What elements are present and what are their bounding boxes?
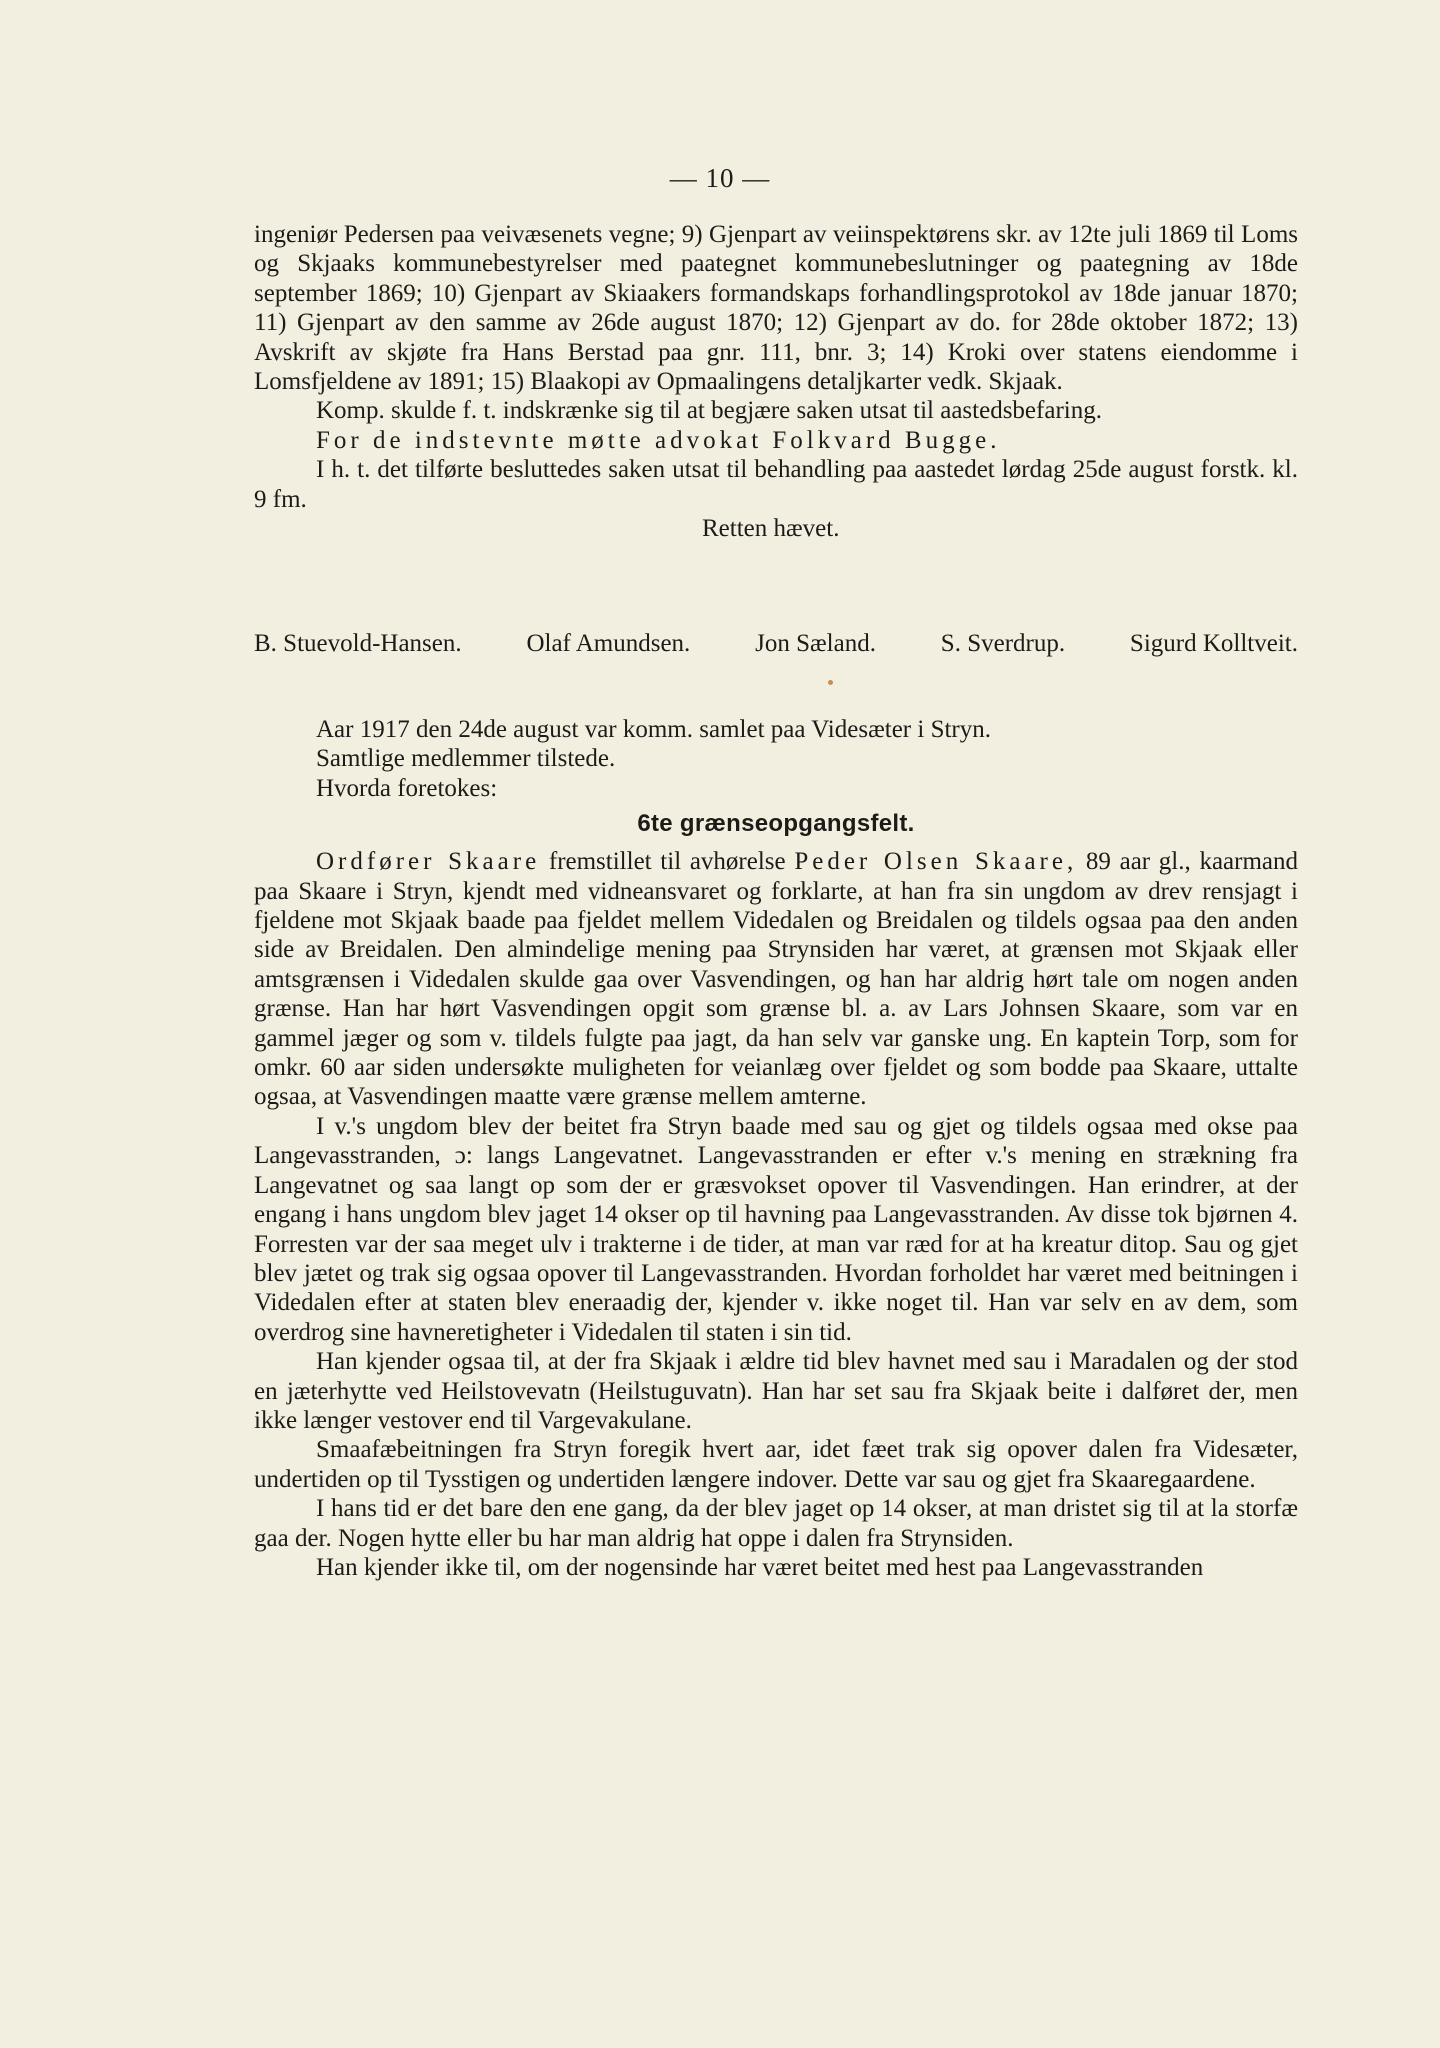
meeting-line: Aar 1917 den 24de august var komm. samlet paa Videsæter i Stryn. (316, 716, 991, 743)
inline-text: fremstillet til avhørelse (540, 848, 795, 876)
ink-mark (828, 680, 833, 685)
signature: Jon Sæland. (755, 630, 876, 657)
section-heading: 6te grænseopgangsfelt. (637, 810, 915, 838)
retten-hevet: Retten hævet. (702, 515, 840, 543)
signature: S. Sverdrup. (940, 630, 1066, 657)
paragraph-ordforer (254, 847, 1298, 1112)
spaced-name: Peder Olsen Skaare, (794, 848, 1078, 876)
signature-row (254, 629, 1298, 659)
paragraph-advokat: For de indstevnte møtte advokat Folkvard Bugge. (316, 426, 1001, 454)
paragraph: Han kjender ogsaa til, at der fra Skjaak i ældre tid blev havnet med sau i Maradalen og der stod en jæterhytte ved Heilstovevatn (Heilstuguvatn). Han har set sau fra Skjaak beite i dalføret der, men ikke længer vestover end til Vargevakulane. (254, 1348, 1298, 1434)
paragraph-ih: I h. t. det tilførte besluttedes saken utsat til behandling paa aastedet lørdag 25de august forstk. kl. 9 fm. (254, 456, 1298, 513)
text-block-top (254, 220, 1298, 543)
paragraph: Smaafæbeitningen fra Stryn foregik hvert aar, idet fæet trak sig opover dalen fra Videsæter, undertiden op til Tysstigen og undertiden længere indover. Dette var sau og gjet fra Skaaregaardene. (254, 1436, 1298, 1493)
text-block-bottom (254, 715, 1298, 1582)
paragraph: Han kjender ikke til, om der nogensinde har været beitet med hest paa Langevasstranden (316, 1553, 1204, 1581)
meeting-line: Samtlige medlemmer tilstede. (316, 745, 616, 773)
paragraph: I v.'s ungdom blev der beitet fra Stryn baade med sau og gjet og tildels ogsaa med okse paa Langevasstranden, ɔ: langs Langevatnet. Langevasstranden er efter v.'s mening en strækning fra Langevatnet og saa langt op som der er græsvokset opover til Vasvendingen. Han erindrer, at der engang i hans ungdom blev jaget 14 okser op til havning paa Langevasstranden. Av disse tok bjørnen 4. Forresten var der saa meget ulv i trakterne i de tider, at man var ræd for at ha kreatur ditop. Sau og gjet blev jætet og trak sig ogsaa opover til Langevasstranden. Hvordan forholdet har været med beitningen i Videdalen efter at staten blev eneraadig der, kjender v. ikke noget til. Han var selv en av dem, som overdrog sine havneretigheter i Videdalen til staten i sin tid. (254, 1112, 1298, 1346)
paragraph-komp: Komp. skulde f. t. indskrænke sig til at begjære saken utsat til aastedsbefaring. (316, 397, 1102, 425)
meeting-line: Hvorda foretokes: (316, 774, 498, 802)
signature: Olaf Amundsen. (526, 630, 691, 657)
inline-text: 89 aar gl., kaarmand paa Skaare i Stryn, kjendt med vidneansvaret og forklarte, at han fra sin ungdom av drev rensjagt i fjeldene mot Skjaak baade paa fjeldet mellem Videdalen og Breidalen og tildels ogsaa paa den anden side av Breidalen. Den almindelige mening paa Strynsiden har været, at grænsen mot Skjaak eller amtsgrænsen i Videdalen skulde gaa over Vasvendingen, og han har aldrig hørt tale om nogen anden grænse. Han har hørt Vasvendingen opgit som grænse bl. a. av Lars Johnsen Skaare, som var en gammel jæger og som v. tildels fulgte paa jagt, da han selv var ganske ung. En kaptein Torp, som for omkr. 60 aar siden undersøkte muligheten for veianlæg over fjeldet og som bodde paa Skaare, uttalte ogsaa, at Vasvendingen maatte være grænse mellem amterne. (254, 848, 1299, 1111)
spaced-name: Ordfører Skaare (316, 848, 541, 876)
paragraph-exhibits: ingeniør Pedersen paa veivæsenets vegne; 9) Gjenpart av veiinspektørens skr. av 12te juli 1869 til Loms og Skjaaks kommunebestyrelser med paategnet kommunebeslutninger og paategning av 18de september 1869; 10) Gjenpart av Skiaakers formandskaps forhandlingsprotokol av 18de januar 1870; 11) Gjenpart av den samme av 26de august 1870; 12) Gjenpart av do. for 28de oktober 1872; 13) Avskrift av skjøte fra Hans Berstad paa gnr. 111, bnr. 3; 14) Kroki over statens eiendomme i Lomsfjeldene av 1891; 15) Blaakopi av Opmaalingens detaljkarter vedk. Skjaak. (254, 221, 1298, 396)
signature: B. Stuevold-Hansen. (254, 630, 462, 657)
signature: Sigurd Kolltveit. (1129, 630, 1298, 657)
paragraph: I hans tid er det bare den ene gang, da der blev jaget op 14 okser, at man dristet sig til at la storfæ gaa der. Nogen hytte eller bu har man aldrig hat oppe i dalen fra Strynsiden. (254, 1495, 1298, 1552)
page-number: — 10 — (669, 163, 771, 193)
